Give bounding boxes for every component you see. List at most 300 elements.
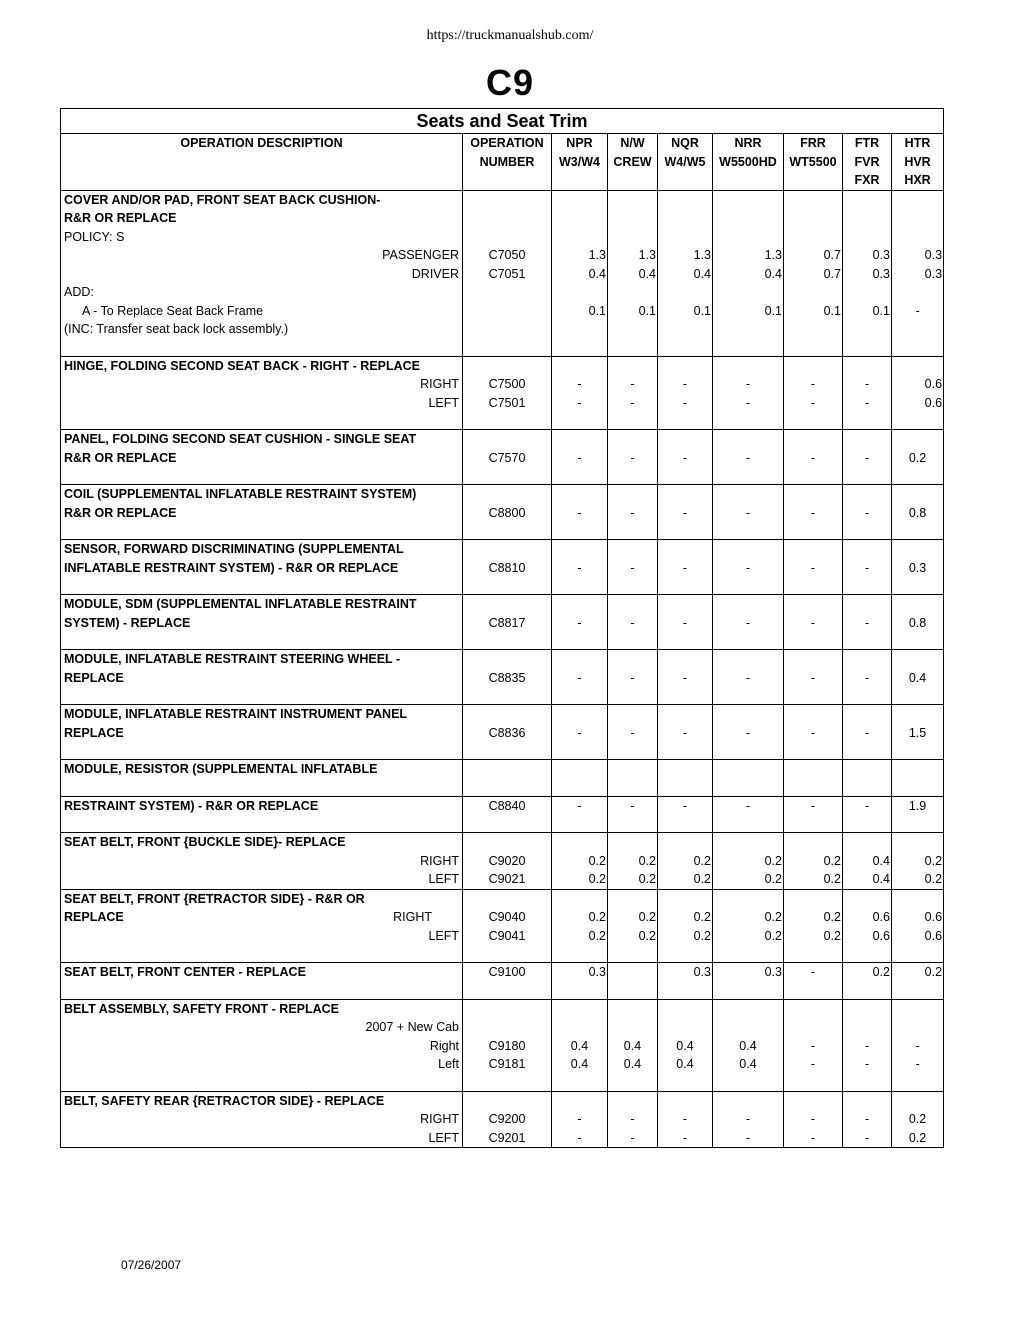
labor-time-value (608, 833, 658, 852)
labor-time-value (843, 1074, 892, 1092)
operation-description: LEFT (61, 1129, 463, 1148)
labor-time-value: 0.3 (552, 963, 608, 982)
labor-time-value: 0.2 (784, 908, 843, 927)
labor-time-value (784, 687, 843, 705)
table-row (61, 632, 944, 650)
labor-time-value: 0.4 (658, 265, 713, 284)
labor-time-value: 1.9 (892, 796, 944, 815)
source-url: https://truckmanualshub.com/ (426, 28, 594, 43)
labor-time-value (713, 705, 784, 724)
labor-time-value (608, 595, 658, 614)
labor-time-value (843, 650, 892, 669)
labor-time-value: 0.1 (713, 302, 784, 321)
labor-time-value (552, 760, 608, 779)
table-row (61, 209, 944, 228)
labor-time-value: - (608, 1110, 658, 1129)
labor-time-value (843, 228, 892, 247)
operation-number (463, 228, 552, 247)
column-header-model: NQR (658, 134, 713, 153)
labor-time-value (658, 889, 713, 908)
labor-time-value (892, 485, 944, 504)
labor-time-value: - (713, 724, 784, 743)
operation-description: SENSOR, FORWARD DISCRIMINATING (SUPPLEMENTAL (61, 540, 463, 559)
labor-time-value (784, 467, 843, 485)
labor-time-value (552, 485, 608, 504)
column-header-model (713, 171, 784, 190)
operation-description: COVER AND/OR PAD, FRONT SEAT BACK CUSHION- (61, 190, 463, 209)
labor-time-value (713, 522, 784, 540)
operation-number (463, 283, 552, 302)
operation-description: RIGHT (61, 852, 463, 871)
labor-time-value: - (713, 669, 784, 688)
labor-time-value (892, 833, 944, 852)
operation-description: PANEL, FOLDING SECOND SEAT CUSHION - SINGLE SEAT (61, 430, 463, 449)
operation-description (61, 522, 463, 540)
labor-time-value (784, 632, 843, 650)
labor-time-value (658, 320, 713, 339)
labor-time-value (784, 412, 843, 430)
labor-time-value (658, 815, 713, 833)
labor-time-value: 0.2 (784, 870, 843, 889)
labor-time-value (552, 833, 608, 852)
table-row (61, 449, 944, 468)
operation-number (463, 982, 552, 1000)
labor-time-value: - (892, 302, 944, 321)
labor-time-value (784, 283, 843, 302)
labor-time-value: 0.2 (892, 963, 944, 982)
operation-number: C9201 (463, 1129, 552, 1148)
labor-time-value: - (784, 449, 843, 468)
table-row (61, 999, 944, 1018)
operation-description: MODULE, INFLATABLE RESTRAINT STEERING WHEEL - (61, 650, 463, 669)
labor-time-value (713, 412, 784, 430)
labor-time-value (552, 1091, 608, 1110)
labor-time-value (552, 779, 608, 797)
operation-number: C8840 (463, 796, 552, 815)
labor-time-value: - (843, 614, 892, 633)
table-row (61, 889, 944, 908)
labor-time-value (843, 320, 892, 339)
labor-time-value: 0.2 (713, 870, 784, 889)
table-row (61, 833, 944, 852)
labor-time-value (552, 467, 608, 485)
labor-time-value (608, 283, 658, 302)
labor-time-value: - (843, 1110, 892, 1129)
labor-time-value: 0.2 (784, 852, 843, 871)
labor-time-value: 0.2 (892, 852, 944, 871)
labor-time-value (713, 687, 784, 705)
operation-number (463, 302, 552, 321)
labor-time-value (892, 1091, 944, 1110)
labor-time-value (713, 1074, 784, 1092)
table-row (61, 394, 944, 413)
labor-time-value (608, 742, 658, 760)
labor-time-value (552, 632, 608, 650)
table-row (61, 228, 944, 247)
operation-number (463, 705, 552, 724)
labor-time-value: 0.2 (608, 870, 658, 889)
table-row (61, 485, 944, 504)
labor-time-value: - (552, 394, 608, 413)
operation-description: 2007 + New Cab (61, 1018, 463, 1037)
labor-time-value: - (552, 375, 608, 394)
operation-number (463, 999, 552, 1018)
labor-time-value (658, 1018, 713, 1037)
labor-time-value: 0.7 (784, 265, 843, 284)
labor-time-value: 0.4 (552, 265, 608, 284)
table-row (61, 577, 944, 595)
labor-time-value: 0.1 (658, 302, 713, 321)
operation-description: POLICY: S (61, 228, 463, 247)
labor-time-value (892, 815, 944, 833)
labor-time-table (60, 108, 944, 1148)
labor-time-value: - (843, 559, 892, 578)
labor-time-value (713, 982, 784, 1000)
table-row (61, 724, 944, 743)
labor-time-value (608, 522, 658, 540)
labor-time-value (843, 522, 892, 540)
labor-time-value (552, 577, 608, 595)
operation-number: C9040 (463, 908, 552, 927)
labor-time-value (658, 632, 713, 650)
column-header-model: NPR (552, 134, 608, 153)
labor-time-value (713, 228, 784, 247)
labor-time-value: - (892, 1037, 944, 1056)
labor-time-value: 0.2 (784, 927, 843, 946)
operation-description (61, 908, 463, 927)
table-row (61, 945, 944, 963)
operation-description: ADD: (61, 283, 463, 302)
labor-time-value: 0.2 (658, 870, 713, 889)
labor-time-value (608, 632, 658, 650)
operation-description: RESTRAINT SYSTEM) - R&R OR REPLACE (61, 796, 463, 815)
operation-number: C7051 (463, 265, 552, 284)
table-row (61, 796, 944, 815)
operation-description (61, 339, 463, 357)
labor-time-value (784, 779, 843, 797)
operation-number (463, 687, 552, 705)
labor-time-value (552, 228, 608, 247)
labor-time-value: 0.2 (658, 927, 713, 946)
labor-time-value (843, 705, 892, 724)
operation-number: C8836 (463, 724, 552, 743)
labor-time-value (608, 779, 658, 797)
labor-time-value (608, 209, 658, 228)
labor-time-value: 0.8 (892, 614, 944, 633)
labor-time-value (843, 467, 892, 485)
labor-time-value (784, 430, 843, 449)
labor-time-value: - (843, 1037, 892, 1056)
labor-time-value (552, 412, 608, 430)
operation-description: SYSTEM) - REPLACE (61, 614, 463, 633)
labor-time-value: - (658, 375, 713, 394)
operation-description (61, 577, 463, 595)
labor-time-value: 0.3 (843, 265, 892, 284)
table-row (61, 522, 944, 540)
operation-description: DRIVER (61, 265, 463, 284)
labor-time-value: - (713, 1129, 784, 1148)
labor-time-value: 0.2 (552, 908, 608, 927)
labor-time-value (658, 999, 713, 1018)
labor-time-value (552, 815, 608, 833)
labor-time-value: - (784, 1129, 843, 1148)
labor-time-value: - (843, 1129, 892, 1148)
labor-time-value (784, 705, 843, 724)
operation-number (463, 540, 552, 559)
operation-number: C7501 (463, 394, 552, 413)
operation-description: BELT, SAFETY REAR {RETRACTOR SIDE} - REPLACE (61, 1091, 463, 1110)
labor-time-value (608, 1091, 658, 1110)
labor-time-value (713, 632, 784, 650)
operation-description: (INC: Transfer seat back lock assembly.) (61, 320, 463, 339)
labor-time-value (784, 356, 843, 375)
labor-time-value: - (713, 1110, 784, 1129)
labor-time-value: 0.4 (608, 1037, 658, 1056)
labor-time-value (892, 982, 944, 1000)
column-header-model (658, 171, 713, 190)
labor-time-value: 0.4 (552, 1037, 608, 1056)
table-body (61, 109, 944, 1148)
labor-time-value (552, 339, 608, 357)
labor-time-value (784, 522, 843, 540)
labor-time-value (658, 190, 713, 209)
labor-time-value: 0.8 (892, 504, 944, 523)
labor-time-value: 0.4 (713, 1037, 784, 1056)
labor-time-value (843, 779, 892, 797)
operation-description: PASSENGER (61, 246, 463, 265)
labor-time-value (892, 650, 944, 669)
labor-time-value (843, 632, 892, 650)
table-row (61, 742, 944, 760)
labor-time-value: 0.1 (552, 302, 608, 321)
labor-time-value: - (843, 1055, 892, 1074)
side-label: RIGHT (393, 910, 432, 925)
labor-time-value (784, 982, 843, 1000)
labor-time-value (658, 833, 713, 852)
footer-date: 07/26/2007 (121, 1258, 182, 1272)
table-row (61, 1055, 944, 1074)
column-header-model: FRR (784, 134, 843, 153)
labor-time-value: - (608, 1129, 658, 1148)
labor-time-value (892, 742, 944, 760)
labor-time-value: 0.4 (843, 870, 892, 889)
labor-time-value (713, 760, 784, 779)
labor-time-value (843, 209, 892, 228)
operation-number (463, 760, 552, 779)
labor-time-value (552, 650, 608, 669)
operation-description: MODULE, SDM (SUPPLEMENTAL INFLATABLE RESTRAINT (61, 595, 463, 614)
labor-time-value (843, 815, 892, 833)
labor-time-value (608, 430, 658, 449)
column-header-model: W4/W5 (658, 153, 713, 172)
table-row (61, 815, 944, 833)
labor-time-value (843, 412, 892, 430)
labor-time-value (892, 595, 944, 614)
labor-time-value (892, 190, 944, 209)
labor-time-value (843, 982, 892, 1000)
column-header-model: W3/W4 (552, 153, 608, 172)
labor-time-value (843, 742, 892, 760)
labor-time-value: - (784, 1037, 843, 1056)
table-row (61, 1018, 944, 1037)
labor-time-value (784, 760, 843, 779)
labor-time-value: 0.4 (843, 852, 892, 871)
labor-time-value: - (552, 1110, 608, 1129)
operation-description: REPLACE (61, 669, 463, 688)
column-header-description (61, 153, 463, 172)
operation-number (463, 779, 552, 797)
labor-time-value: 0.4 (552, 1055, 608, 1074)
table-row (61, 614, 944, 633)
labor-time-value (713, 485, 784, 504)
operation-description: REPLACE (61, 724, 463, 743)
labor-time-value (608, 815, 658, 833)
labor-time-value: 0.2 (713, 852, 784, 871)
labor-time-value (843, 283, 892, 302)
table-row (61, 246, 944, 265)
labor-time-value (784, 1074, 843, 1092)
column-header-operation: NUMBER (463, 153, 552, 172)
operation-description (61, 779, 463, 797)
labor-time-value: - (552, 614, 608, 633)
labor-time-value: 0.2 (552, 852, 608, 871)
labor-time-value (608, 889, 658, 908)
labor-time-value (608, 760, 658, 779)
labor-time-value (892, 577, 944, 595)
column-header-model (608, 171, 658, 190)
labor-time-value (784, 833, 843, 852)
labor-time-value (658, 779, 713, 797)
labor-time-value: 0.2 (658, 852, 713, 871)
labor-time-value: - (713, 449, 784, 468)
column-header-model: N/W (608, 134, 658, 153)
operation-description: LEFT (61, 394, 463, 413)
labor-time-value (784, 1091, 843, 1110)
operation-number: C9200 (463, 1110, 552, 1129)
labor-time-value (784, 320, 843, 339)
labor-time-value (608, 687, 658, 705)
operation-description: COIL (SUPPLEMENTAL INFLATABLE RESTRAINT SYSTEM) (61, 485, 463, 504)
labor-time-value: 0.1 (784, 302, 843, 321)
labor-time-value: - (552, 669, 608, 688)
column-header-model: CREW (608, 153, 658, 172)
operation-description: LEFT (61, 870, 463, 889)
operation-number (463, 577, 552, 595)
operation-number (463, 430, 552, 449)
operation-description: MODULE, RESISTOR (SUPPLEMENTAL INFLATABLE (61, 760, 463, 779)
labor-time-value (784, 577, 843, 595)
labor-time-value: - (658, 449, 713, 468)
labor-time-value (608, 705, 658, 724)
column-header-operation (463, 171, 552, 190)
labor-time-value: - (552, 559, 608, 578)
labor-time-value: - (784, 375, 843, 394)
column-header-model: NRR (713, 134, 784, 153)
labor-time-value (784, 742, 843, 760)
labor-time-value: - (784, 614, 843, 633)
labor-time-value: - (658, 1129, 713, 1148)
column-header-row (61, 171, 944, 190)
table-row (61, 283, 944, 302)
operation-number (463, 320, 552, 339)
operation-description (61, 815, 463, 833)
labor-time-value (892, 430, 944, 449)
labor-time-value: 0.3 (892, 559, 944, 578)
labor-time-value: 0.2 (892, 449, 944, 468)
labor-time-value (658, 339, 713, 357)
labor-time-value (713, 283, 784, 302)
labor-time-value: - (658, 504, 713, 523)
table-row (61, 430, 944, 449)
labor-time-value: 1.3 (658, 246, 713, 265)
labor-time-value (552, 190, 608, 209)
labor-time-value: - (658, 394, 713, 413)
table-row (61, 1074, 944, 1092)
labor-time-value (892, 687, 944, 705)
labor-time-value: - (892, 1055, 944, 1074)
labor-time-value: - (552, 449, 608, 468)
labor-time-value: - (608, 375, 658, 394)
labor-time-value: 0.2 (608, 927, 658, 946)
labor-time-value (608, 228, 658, 247)
labor-time-value (784, 209, 843, 228)
labor-time-value: - (713, 559, 784, 578)
labor-time-value (843, 687, 892, 705)
labor-time-value (713, 339, 784, 357)
labor-time-value (608, 945, 658, 963)
operation-description: R&R OR REPLACE (61, 449, 463, 468)
labor-time-value: - (658, 559, 713, 578)
operation-description (61, 467, 463, 485)
labor-time-value (552, 945, 608, 963)
labor-time-value (713, 1091, 784, 1110)
labor-time-value (658, 1091, 713, 1110)
labor-time-value: 0.6 (892, 375, 944, 394)
labor-time-value: - (608, 796, 658, 815)
operation-number (463, 889, 552, 908)
operation-description (61, 982, 463, 1000)
labor-time-value (892, 467, 944, 485)
labor-time-value: 0.4 (658, 1037, 713, 1056)
labor-time-value (608, 577, 658, 595)
operation-description (61, 945, 463, 963)
operation-description: SEAT BELT, FRONT {BUCKLE SIDE}- REPLACE (61, 833, 463, 852)
labor-time-value: 0.6 (843, 908, 892, 927)
table-row (61, 412, 944, 430)
labor-time-value (892, 283, 944, 302)
operation-number: C9100 (463, 963, 552, 982)
labor-time-value (713, 945, 784, 963)
labor-time-value: 1.3 (713, 246, 784, 265)
operation-description (61, 412, 463, 430)
labor-time-value: 0.4 (608, 265, 658, 284)
labor-time-value (608, 339, 658, 357)
table-row (61, 927, 944, 946)
labor-time-value (713, 833, 784, 852)
labor-time-value: - (784, 963, 843, 982)
table-row (61, 687, 944, 705)
operation-number (463, 650, 552, 669)
labor-time-value (552, 982, 608, 1000)
operation-number (463, 467, 552, 485)
table-row (61, 559, 944, 578)
labor-time-value (608, 650, 658, 669)
labor-time-value (843, 760, 892, 779)
labor-time-value: - (784, 724, 843, 743)
operation-number: C9180 (463, 1037, 552, 1056)
operation-description: INFLATABLE RESTRAINT SYSTEM) - R&R OR REPLACE (61, 559, 463, 578)
labor-time-value (552, 1018, 608, 1037)
